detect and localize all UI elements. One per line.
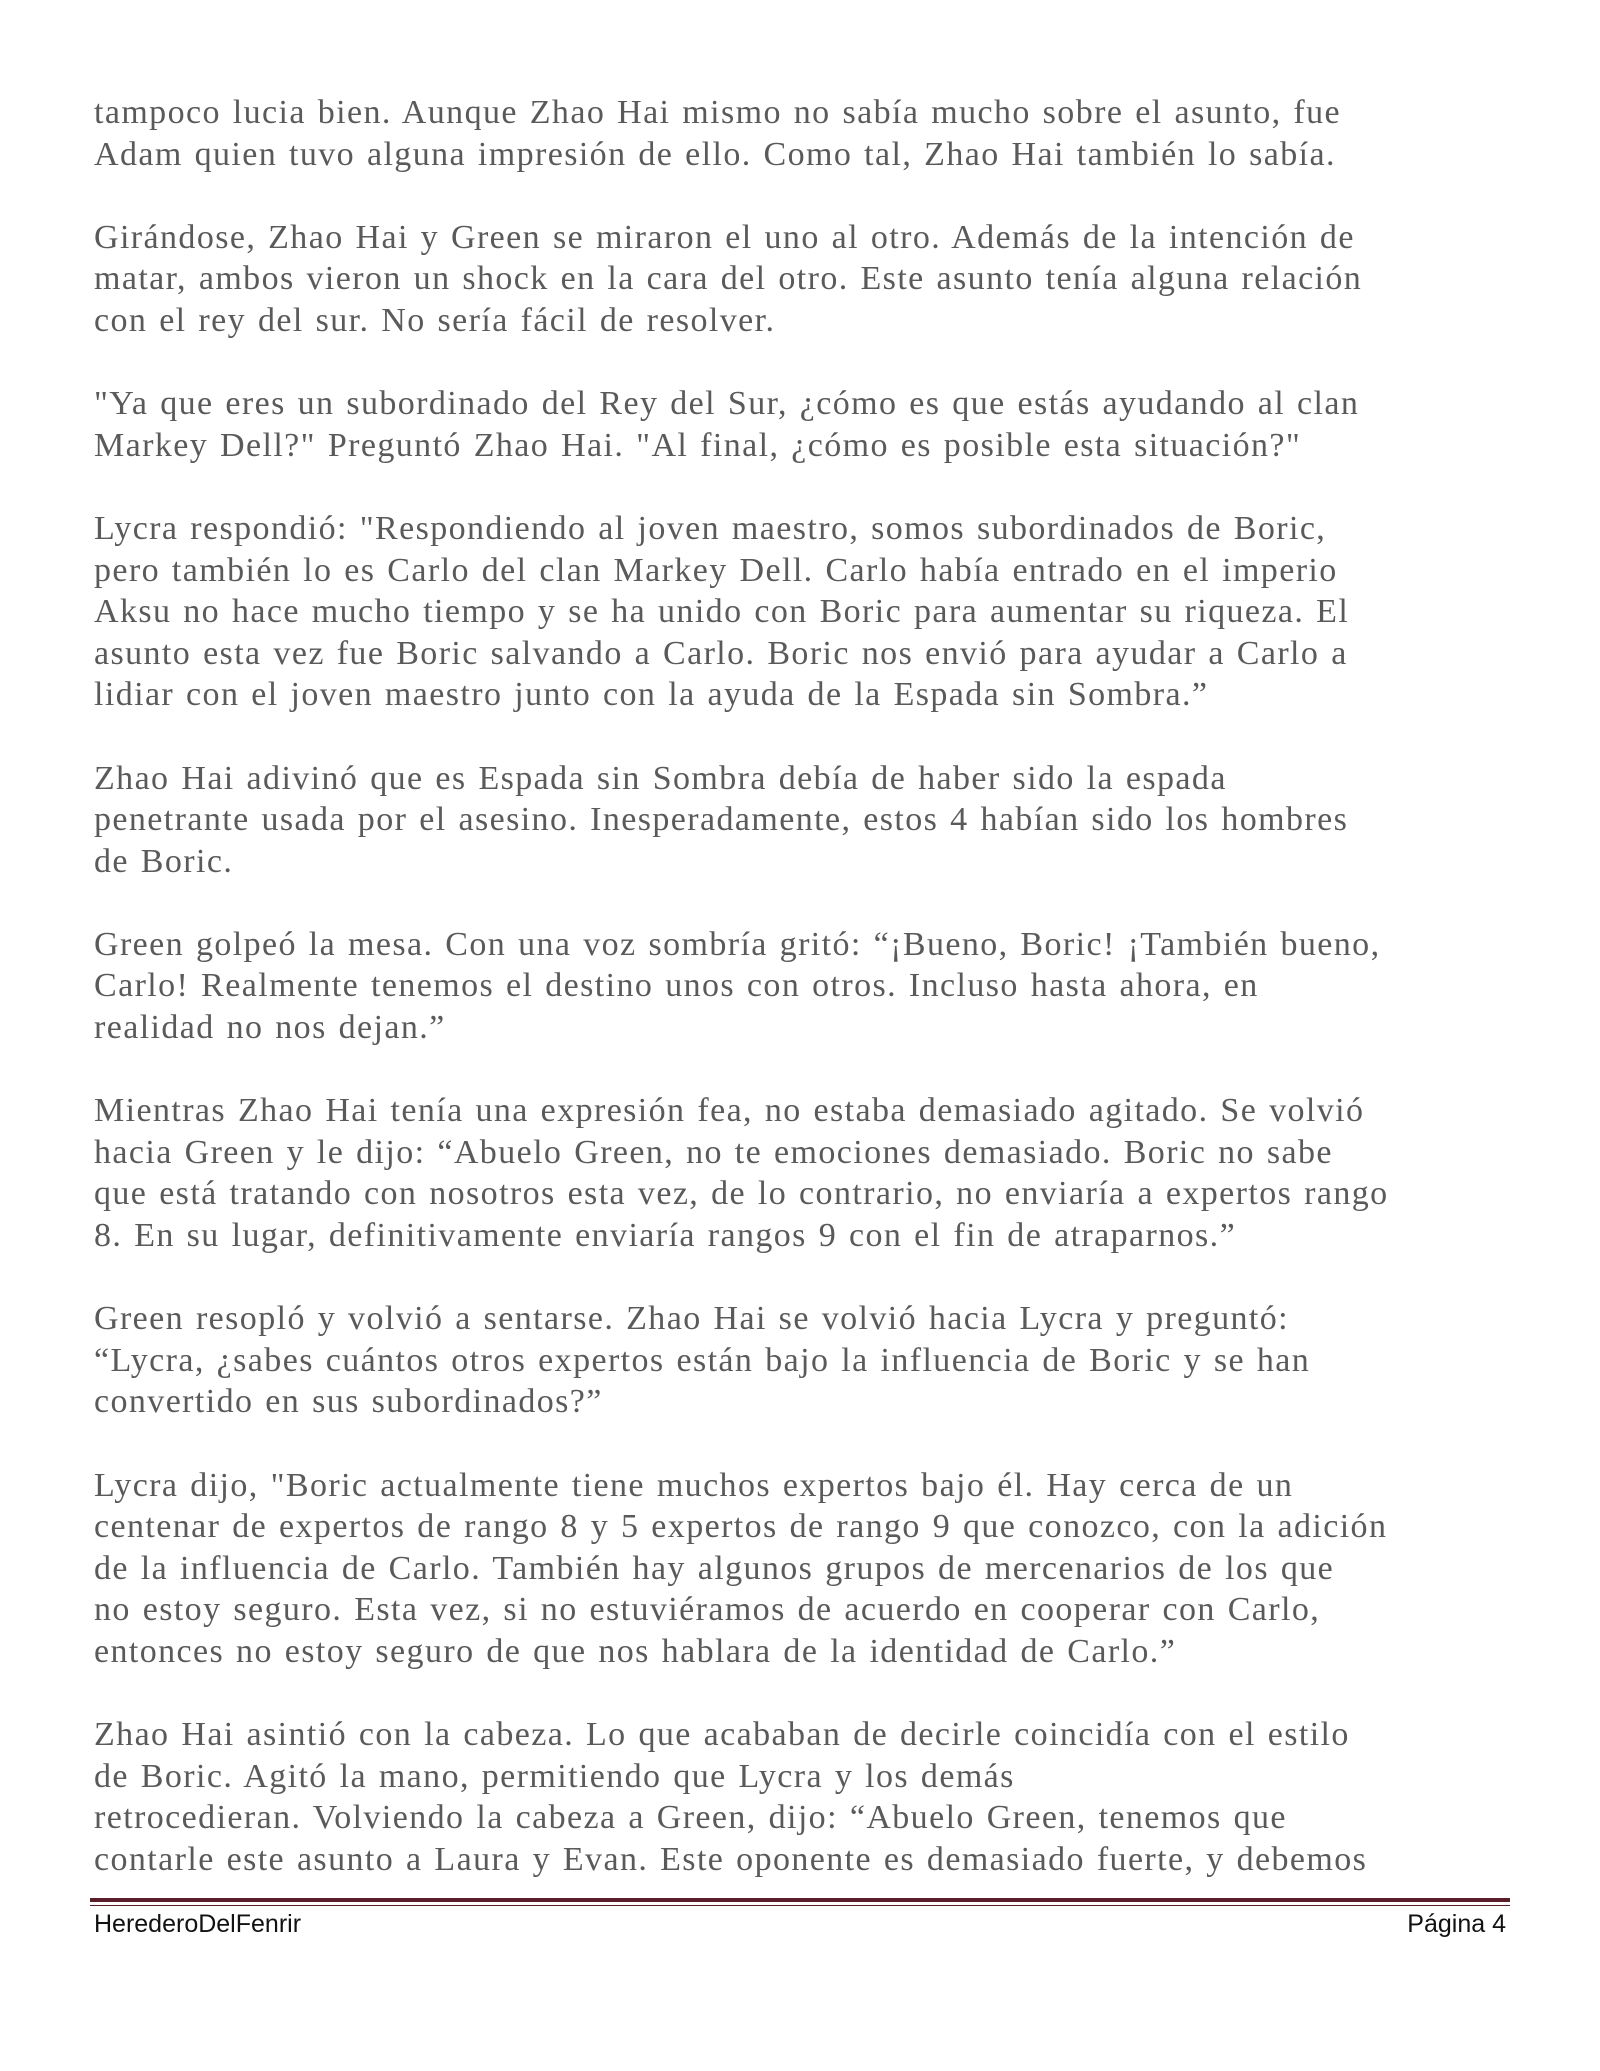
text-line: con el rey del sur. No sería fácil de resolver. (94, 301, 776, 339)
text-line: pero también lo es Carlo del clan Markey Dell. Carlo había entrado en el imperio (94, 551, 1338, 589)
text-line: hacia Green y le dijo: “Abuelo Green, no te emociones demasiado. Boric no sabe (94, 1133, 1333, 1171)
paragraph (94, 1298, 1524, 1423)
text-line: que está tratando con nosotros esta vez, de lo contrario, no enviaría a expertos rango (94, 1175, 1389, 1213)
text-line: “Lycra, ¿sabes cuántos otros expertos están bajo la influencia de Boric y se han (94, 1341, 1311, 1379)
paragraph (94, 1465, 1524, 1673)
text-line: Adam quien tuvo alguna impresión de ello. Como tal, Zhao Hai también lo sabía. (94, 135, 1336, 173)
text-line: Aksu no hace mucho tiempo y se ha unido con Boric para aumentar su riqueza. El (94, 593, 1350, 631)
text-line: Girándose, Zhao Hai y Green se miraron el uno al otro. Además de la intención de (94, 218, 1355, 256)
body-text (94, 92, 1524, 1922)
paragraph (94, 924, 1524, 1049)
footer-divider-thin (90, 1905, 1510, 1906)
text-line: retrocedieran. Volviendo la cabeza a Green, dijo: “Abuelo Green, tenemos que (94, 1799, 1287, 1837)
text-line: Lycra respondió: "Respondiendo al joven maestro, somos subordinados de Boric, (94, 509, 1327, 547)
text-line: Lycra dijo, "Boric actualmente tiene muchos expertos bajo él. Hay cerca de un (94, 1466, 1294, 1504)
paragraph (94, 383, 1524, 466)
text-line: 8. En su lugar, definitivamente enviaría rangos 9 con el fin de atraparnos.” (94, 1217, 1237, 1255)
footer-divider-thick (90, 1898, 1510, 1902)
text-line: de Boric. Agitó la mano, permitiendo que Lycra y los demás (94, 1757, 1015, 1795)
text-line: de la influencia de Carlo. También hay algunos grupos de mercenarios de los que (94, 1549, 1335, 1587)
paragraph (94, 1090, 1524, 1256)
text-line: tampoco lucia bien. Aunque Zhao Hai mismo no sabía mucho sobre el asunto, fue (94, 94, 1342, 131)
text-line: entonces no estoy seguro de que nos hablara de la identidad de Carlo.” (94, 1632, 1177, 1670)
text-line: Markey Dell?" Preguntó Zhao Hai. "Al final, ¿cómo es posible esta situación?" (94, 426, 1302, 464)
text-line: Zhao Hai asintió con la cabeza. Lo que acababan de decirle coincidía con el estilo (94, 1716, 1350, 1754)
text-line: asunto esta vez fue Boric salvando a Carlo. Boric nos envió para ayudar a Carlo a (94, 634, 1348, 672)
paragraph (94, 92, 1524, 175)
text-line: de Boric. (94, 842, 234, 880)
page-number: Página 4 (1407, 1910, 1506, 1938)
paragraph (94, 758, 1524, 883)
text-line: "Ya que eres un subordinado del Rey del Sur, ¿cómo es que estás ayudando al clan (94, 385, 1360, 423)
text-line: matar, ambos vieron un shock en la cara del otro. Este asunto tenía alguna relación (94, 260, 1363, 298)
text-line: Green resopló y volvió a sentarse. Zhao Hai se volvió hacia Lycra y preguntó: (94, 1300, 1290, 1338)
paragraph (94, 217, 1524, 342)
text-line: Green golpeó la mesa. Con una voz sombría gritó: “¡Bueno, Boric! ¡También bueno, (94, 925, 1381, 963)
text-line: centenar de expertos de rango 8 y 5 expertos de rango 9 que conozco, con la adición (94, 1508, 1388, 1546)
text-line: Carlo! Realmente tenemos el destino unos con otros. Incluso hasta ahora, en (94, 967, 1259, 1005)
text-line: Zhao Hai adivinó que es Espada sin Sombra debía de haber sido la espada (94, 759, 1227, 797)
paragraph (94, 1714, 1524, 1880)
text-line: contarle este asunto a Laura y Evan. Este oponente es demasiado fuerte, y debemos (94, 1840, 1368, 1878)
text-line: Mientras Zhao Hai tenía una expresión fea, no estaba demasiado agitado. Se volvió (94, 1092, 1365, 1130)
text-line: realidad no nos dejan.” (94, 1009, 446, 1047)
paragraph (94, 508, 1524, 716)
text-line: convertido en sus subordinados?” (94, 1383, 603, 1421)
text-line: no estoy seguro. Esta vez, si no estuviéramos de acuerdo en cooperar con Carlo, (94, 1591, 1321, 1629)
text-line: lidiar con el joven maestro junto con la ayuda de la Espada sin Sombra.” (94, 676, 1209, 714)
text-line: penetrante usada por el asesino. Inesperadamente, estos 4 habían sido los hombres (94, 801, 1349, 839)
footer-author: HerederoDelFenrir (94, 1910, 302, 1938)
